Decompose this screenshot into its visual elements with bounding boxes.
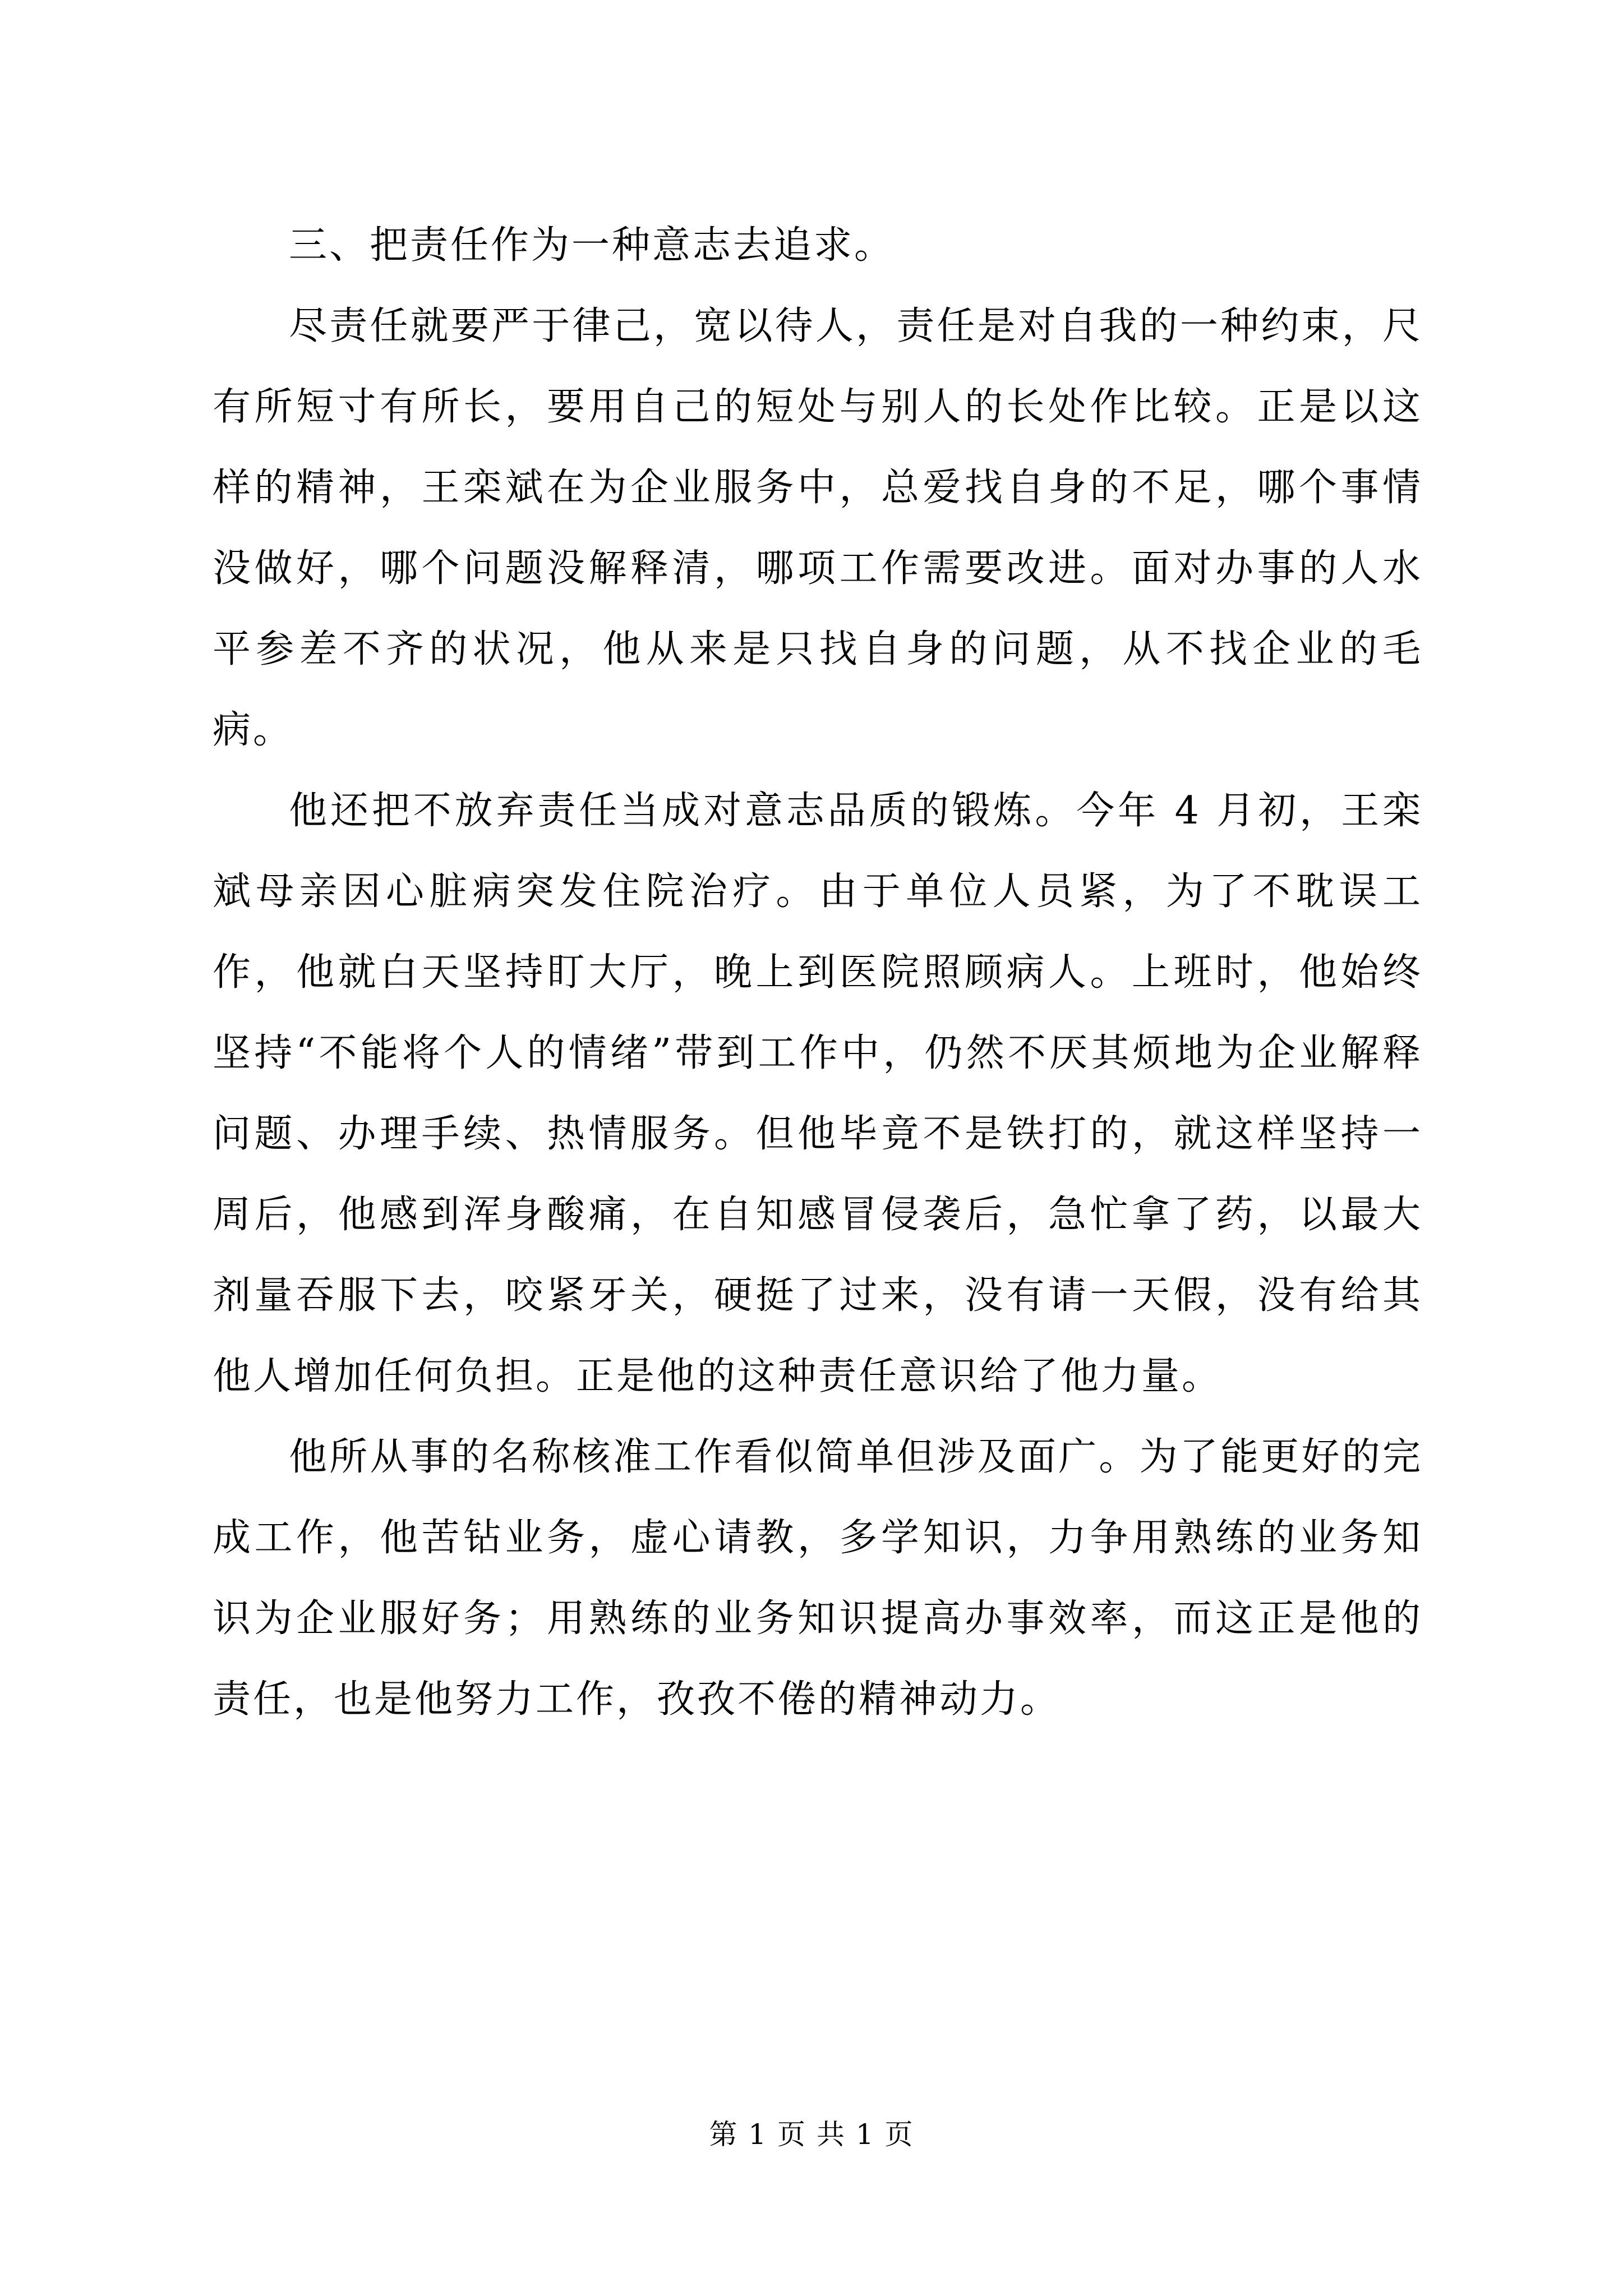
paragraph-3: 他所从事的名称核准工作看似简单但涉及面广。为了能更好的完成工作，他苦钻业务，虚心请教，多学知识，力争用熟练的业务知识为企业服好务；用熟练的业务知识提高办事效率，而这正是他的责任，也是他努力工作，孜孜不倦的精神动力。 bbox=[213, 1435, 1423, 1722]
section-heading: 三、把责任作为一种意志去追求。 bbox=[289, 223, 895, 268]
page-number-footer: 第 1 页 共 1 页 bbox=[709, 2118, 914, 2151]
document-body bbox=[213, 205, 1423, 1740]
paragraph-2: 他还把不放弃责任当成对意志品质的锻炼。今年 4 月初，王栾斌母亲因心脏病突发住院治疗。由于单位人员紧，为了不耽误工作，他就白天坚持盯大厅，晚上到医院照顾病人。上班时，他始终坚持“不能将个人的情绪”带到工作中，仍然不厌其烦地为企业解释问题、办理手续、热情服务。但他毕竟不是铁打的，就这样坚持一周后，他感到浑身酸痛，在自知感冒侵袭后，急忙拿了药，以最大剂量吞服下去，咬紧牙关，硬挺了过来，没有请一天假，没有给其他人增加任何负担。正是他的这种责任意识给了他力量。 bbox=[213, 789, 1423, 1398]
paragraph-1: 尽责任就要严于律己，宽以待人，责任是对自我的一种约束，尺有所短寸有所长，要用自己的短处与别人的长处作比较。正是以这样的精神，王栾斌在为企业服务中，总爱找自身的不足，哪个事情没做好，哪个问题没解释清，哪项工作需要改进。面对办事的人水平参差不齐的状况，他从来是只找自身的问题，从不找企业的毛病。 bbox=[213, 304, 1423, 752]
